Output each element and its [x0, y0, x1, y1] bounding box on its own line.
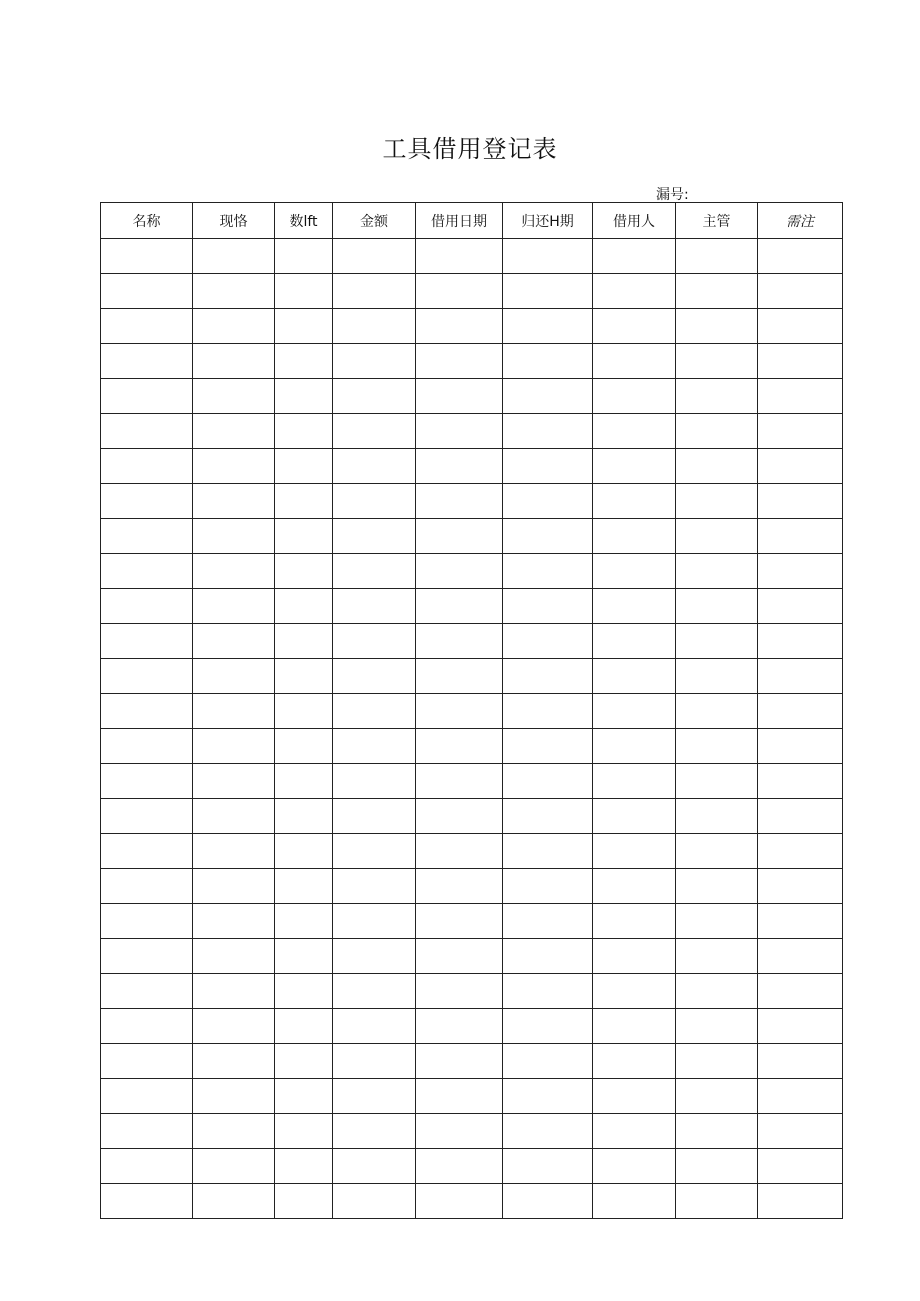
table-cell[interactable] — [676, 694, 758, 729]
table-cell[interactable] — [593, 1114, 676, 1149]
table-cell[interactable] — [503, 1184, 593, 1219]
table-row — [101, 799, 843, 834]
table-cell[interactable] — [101, 589, 193, 624]
table-cell[interactable] — [503, 484, 593, 519]
table-cell[interactable] — [758, 274, 843, 309]
table-cell[interactable] — [593, 274, 676, 309]
table-cell[interactable] — [416, 694, 503, 729]
table-cell[interactable] — [503, 344, 593, 379]
table-cell[interactable] — [676, 414, 758, 449]
table-cell[interactable] — [416, 1184, 503, 1219]
table-cell[interactable] — [503, 694, 593, 729]
table-cell[interactable] — [416, 869, 503, 904]
table-cell[interactable] — [593, 624, 676, 659]
table-cell[interactable] — [193, 344, 275, 379]
table-cell[interactable] — [593, 729, 676, 764]
table-cell[interactable] — [275, 344, 333, 379]
table-cell[interactable] — [503, 1149, 593, 1184]
table-cell[interactable] — [503, 519, 593, 554]
table-cell[interactable] — [416, 589, 503, 624]
table-cell[interactable] — [593, 484, 676, 519]
table-cell[interactable] — [193, 764, 275, 799]
table-cell[interactable] — [676, 309, 758, 344]
table-cell[interactable] — [593, 414, 676, 449]
table-header-row — [101, 203, 843, 239]
table-cell[interactable] — [193, 659, 275, 694]
table-cell[interactable] — [275, 1184, 333, 1219]
table-cell[interactable] — [416, 1149, 503, 1184]
table-cell[interactable] — [676, 449, 758, 484]
table-row — [101, 239, 843, 274]
table-cell[interactable] — [416, 309, 503, 344]
table-cell[interactable] — [593, 764, 676, 799]
table-cell[interactable] — [593, 659, 676, 694]
column-header-remarks: 需注 — [758, 203, 843, 239]
table-cell[interactable] — [333, 449, 416, 484]
column-header-borrower: 借用人 — [593, 203, 676, 239]
table-cell[interactable] — [101, 1114, 193, 1149]
table-cell[interactable] — [758, 449, 843, 484]
table-row — [101, 1149, 843, 1184]
table-cell[interactable] — [503, 379, 593, 414]
page-title: 工具借用登记表 — [382, 135, 558, 163]
table-cell[interactable] — [193, 869, 275, 904]
table-cell[interactable] — [758, 1079, 843, 1114]
table-cell[interactable] — [503, 799, 593, 834]
table-cell[interactable] — [503, 1114, 593, 1149]
table-cell[interactable] — [101, 1184, 193, 1219]
table-row — [101, 309, 843, 344]
table-cell[interactable] — [416, 1079, 503, 1114]
table-cell[interactable] — [503, 1009, 593, 1044]
table-cell[interactable] — [333, 344, 416, 379]
table-cell[interactable] — [193, 379, 275, 414]
table-cell[interactable] — [101, 519, 193, 554]
table-cell[interactable] — [503, 589, 593, 624]
column-header-borrow-date: 借用日期 — [416, 203, 503, 239]
table-cell[interactable] — [758, 694, 843, 729]
table-cell[interactable] — [193, 1184, 275, 1219]
table-cell[interactable] — [503, 239, 593, 274]
table-cell[interactable] — [593, 1044, 676, 1079]
table-cell[interactable] — [593, 974, 676, 1009]
table-cell[interactable] — [193, 799, 275, 834]
table-cell[interactable] — [275, 729, 333, 764]
table-row — [101, 869, 843, 904]
table-cell[interactable] — [416, 1114, 503, 1149]
table-cell[interactable] — [101, 869, 193, 904]
table-cell[interactable] — [593, 379, 676, 414]
table-row — [101, 834, 843, 869]
table-cell[interactable] — [101, 1009, 193, 1044]
table-cell[interactable] — [275, 1079, 333, 1114]
table-cell[interactable] — [416, 519, 503, 554]
table-cell[interactable] — [416, 974, 503, 1009]
table-cell[interactable] — [275, 309, 333, 344]
table-cell[interactable] — [333, 869, 416, 904]
table-cell[interactable] — [758, 484, 843, 519]
table-cell[interactable] — [676, 939, 758, 974]
table-cell[interactable] — [593, 834, 676, 869]
table-cell[interactable] — [101, 659, 193, 694]
table-cell[interactable] — [676, 1184, 758, 1219]
table-cell[interactable] — [758, 799, 843, 834]
table-cell[interactable] — [275, 694, 333, 729]
table-cell[interactable] — [676, 834, 758, 869]
table-cell[interactable] — [333, 764, 416, 799]
table-cell[interactable] — [193, 519, 275, 554]
table-body — [101, 239, 843, 1219]
table-cell[interactable] — [676, 659, 758, 694]
table-row — [101, 694, 843, 729]
table-row — [101, 939, 843, 974]
table-cell[interactable] — [416, 624, 503, 659]
table-cell[interactable] — [333, 1149, 416, 1184]
table-cell[interactable] — [333, 904, 416, 939]
table-cell[interactable] — [275, 1149, 333, 1184]
table-cell[interactable] — [275, 519, 333, 554]
table-cell[interactable] — [503, 869, 593, 904]
table-cell[interactable] — [101, 834, 193, 869]
table-row — [101, 589, 843, 624]
table-cell[interactable] — [275, 869, 333, 904]
table-cell[interactable] — [593, 869, 676, 904]
table-cell[interactable] — [503, 939, 593, 974]
table-cell[interactable] — [676, 869, 758, 904]
table-cell[interactable] — [101, 239, 193, 274]
table-row — [101, 659, 843, 694]
table-cell[interactable] — [193, 484, 275, 519]
table-cell[interactable] — [758, 869, 843, 904]
table-cell[interactable] — [676, 484, 758, 519]
table-cell[interactable] — [193, 239, 275, 274]
table-cell[interactable] — [101, 624, 193, 659]
table-cell[interactable] — [275, 554, 333, 589]
table-cell[interactable] — [275, 274, 333, 309]
table-cell[interactable] — [193, 449, 275, 484]
table-cell[interactable] — [101, 484, 193, 519]
table-cell[interactable] — [758, 554, 843, 589]
table-cell[interactable] — [503, 274, 593, 309]
table-row — [101, 1114, 843, 1149]
table-cell[interactable] — [193, 1044, 275, 1079]
column-header-specification: 现恪 — [193, 203, 275, 239]
table-cell[interactable] — [503, 554, 593, 589]
table-cell[interactable] — [416, 659, 503, 694]
column-header-amount: 金额 — [333, 203, 416, 239]
table-cell[interactable] — [676, 799, 758, 834]
table-cell[interactable] — [101, 1149, 193, 1184]
table-cell[interactable] — [503, 449, 593, 484]
table-cell[interactable] — [275, 904, 333, 939]
table-cell[interactable] — [333, 1044, 416, 1079]
table-cell[interactable] — [101, 974, 193, 1009]
table-cell[interactable] — [333, 834, 416, 869]
table-cell[interactable] — [758, 659, 843, 694]
table-cell[interactable] — [676, 624, 758, 659]
table-cell[interactable] — [193, 1149, 275, 1184]
table-cell[interactable] — [416, 484, 503, 519]
table-cell[interactable] — [193, 834, 275, 869]
table-cell[interactable] — [758, 939, 843, 974]
table-cell[interactable] — [416, 1044, 503, 1079]
table-cell[interactable] — [758, 764, 843, 799]
table-cell[interactable] — [333, 694, 416, 729]
table-cell[interactable] — [333, 939, 416, 974]
table-cell[interactable] — [758, 729, 843, 764]
table-cell[interactable] — [416, 939, 503, 974]
table-row — [101, 1184, 843, 1219]
table-cell[interactable] — [333, 239, 416, 274]
table-cell[interactable] — [333, 1114, 416, 1149]
table-cell[interactable] — [503, 414, 593, 449]
table-row — [101, 1079, 843, 1114]
table-row — [101, 624, 843, 659]
table-cell[interactable] — [758, 1009, 843, 1044]
table-cell[interactable] — [416, 764, 503, 799]
table-row — [101, 904, 843, 939]
table-cell[interactable] — [416, 729, 503, 764]
table-cell[interactable] — [193, 939, 275, 974]
table-row — [101, 414, 843, 449]
table-cell[interactable] — [333, 519, 416, 554]
table-cell[interactable] — [593, 239, 676, 274]
table-cell[interactable] — [416, 554, 503, 589]
table-cell[interactable] — [758, 624, 843, 659]
table-cell[interactable] — [593, 1149, 676, 1184]
table-cell[interactable] — [758, 974, 843, 1009]
table-cell[interactable] — [758, 414, 843, 449]
table-cell[interactable] — [193, 1079, 275, 1114]
table-cell[interactable] — [333, 589, 416, 624]
table-cell[interactable] — [676, 729, 758, 764]
table-cell[interactable] — [758, 904, 843, 939]
table-cell[interactable] — [333, 414, 416, 449]
table-cell[interactable] — [593, 309, 676, 344]
table-cell[interactable] — [593, 799, 676, 834]
table-cell[interactable] — [593, 449, 676, 484]
table-row — [101, 554, 843, 589]
table-cell[interactable] — [275, 974, 333, 1009]
table-cell[interactable] — [275, 799, 333, 834]
table-cell[interactable] — [593, 589, 676, 624]
table-cell[interactable] — [416, 239, 503, 274]
table-cell[interactable] — [758, 1184, 843, 1219]
table-cell[interactable] — [333, 729, 416, 764]
table-cell[interactable] — [758, 344, 843, 379]
table-cell[interactable] — [503, 974, 593, 1009]
table-cell[interactable] — [333, 624, 416, 659]
table-cell[interactable] — [101, 309, 193, 344]
table-cell[interactable] — [333, 659, 416, 694]
table-cell[interactable] — [503, 764, 593, 799]
table-cell[interactable] — [193, 554, 275, 589]
table-cell[interactable] — [758, 834, 843, 869]
table-cell[interactable] — [416, 904, 503, 939]
table-cell[interactable] — [275, 1009, 333, 1044]
table-cell[interactable] — [593, 1184, 676, 1219]
table-row — [101, 1009, 843, 1044]
table-cell[interactable] — [101, 554, 193, 589]
table-cell[interactable] — [193, 589, 275, 624]
table-cell[interactable] — [101, 904, 193, 939]
table-cell[interactable] — [593, 519, 676, 554]
table-cell[interactable] — [593, 694, 676, 729]
table-cell[interactable] — [101, 1079, 193, 1114]
table-cell[interactable] — [275, 764, 333, 799]
table-cell[interactable] — [333, 1079, 416, 1114]
table-cell[interactable] — [333, 274, 416, 309]
table-cell[interactable] — [193, 1009, 275, 1044]
table-cell[interactable] — [193, 1114, 275, 1149]
table-cell[interactable] — [676, 904, 758, 939]
serial-number-label: 漏号: — [656, 187, 689, 203]
table-cell[interactable] — [676, 519, 758, 554]
table-cell[interactable] — [758, 1149, 843, 1184]
table-cell[interactable] — [416, 834, 503, 869]
table-cell[interactable] — [503, 624, 593, 659]
table-row — [101, 484, 843, 519]
column-header-return-date: 归还H期 — [503, 203, 593, 239]
table-cell[interactable] — [333, 1184, 416, 1219]
table-cell[interactable] — [193, 624, 275, 659]
column-header-supervisor: 主管 — [676, 203, 758, 239]
table-cell[interactable] — [275, 834, 333, 869]
table-cell[interactable] — [101, 344, 193, 379]
table-cell[interactable] — [101, 1044, 193, 1079]
table-cell[interactable] — [193, 694, 275, 729]
table-cell[interactable] — [503, 904, 593, 939]
table-cell[interactable] — [503, 1079, 593, 1114]
table-cell[interactable] — [593, 939, 676, 974]
table-cell[interactable] — [676, 1114, 758, 1149]
table-cell[interactable] — [676, 1079, 758, 1114]
table-cell[interactable] — [593, 554, 676, 589]
table-cell[interactable] — [676, 1044, 758, 1079]
table-cell[interactable] — [593, 1009, 676, 1044]
table-cell[interactable] — [676, 274, 758, 309]
table-cell[interactable] — [416, 1009, 503, 1044]
table-cell[interactable] — [101, 729, 193, 764]
table-row — [101, 729, 843, 764]
table-cell[interactable] — [676, 554, 758, 589]
table-cell[interactable] — [101, 939, 193, 974]
table-cell[interactable] — [275, 939, 333, 974]
table-cell[interactable] — [193, 309, 275, 344]
table-cell[interactable] — [503, 1044, 593, 1079]
table-cell[interactable] — [416, 799, 503, 834]
table-cell[interactable] — [275, 1114, 333, 1149]
table-cell[interactable] — [193, 974, 275, 1009]
table-cell[interactable] — [503, 729, 593, 764]
table-cell[interactable] — [676, 239, 758, 274]
table-cell[interactable] — [758, 589, 843, 624]
table-cell[interactable] — [676, 1009, 758, 1044]
table-cell[interactable] — [503, 659, 593, 694]
table-cell[interactable] — [193, 904, 275, 939]
table-cell[interactable] — [758, 239, 843, 274]
table-cell[interactable] — [101, 449, 193, 484]
table-row — [101, 274, 843, 309]
table-cell[interactable] — [503, 309, 593, 344]
table-cell[interactable] — [676, 1149, 758, 1184]
table-cell[interactable] — [275, 239, 333, 274]
table-cell[interactable] — [416, 414, 503, 449]
table-cell[interactable] — [275, 624, 333, 659]
table-cell[interactable] — [593, 344, 676, 379]
table-cell[interactable] — [101, 414, 193, 449]
table-cell[interactable] — [275, 414, 333, 449]
table-cell[interactable] — [193, 729, 275, 764]
table-cell[interactable] — [676, 379, 758, 414]
column-header-quantity: 数lft — [275, 203, 333, 239]
table-cell[interactable] — [676, 589, 758, 624]
table-cell[interactable] — [101, 799, 193, 834]
table-row — [101, 974, 843, 1009]
table-cell[interactable] — [416, 344, 503, 379]
table-cell[interactable] — [333, 379, 416, 414]
table-cell[interactable] — [416, 274, 503, 309]
table-cell[interactable] — [193, 274, 275, 309]
table-cell[interactable] — [758, 519, 843, 554]
table-cell[interactable] — [193, 414, 275, 449]
table-cell[interactable] — [758, 1114, 843, 1149]
table-row — [101, 379, 843, 414]
table-cell[interactable] — [101, 274, 193, 309]
table-cell[interactable] — [593, 904, 676, 939]
table-cell[interactable] — [101, 694, 193, 729]
table-cell[interactable] — [676, 344, 758, 379]
table-cell[interactable] — [503, 834, 593, 869]
table-cell[interactable] — [758, 1044, 843, 1079]
table-row — [101, 519, 843, 554]
table-cell[interactable] — [333, 1009, 416, 1044]
table-cell[interactable] — [333, 799, 416, 834]
table-row — [101, 1044, 843, 1079]
table-cell[interactable] — [275, 1044, 333, 1079]
table-cell[interactable] — [593, 1079, 676, 1114]
table-row — [101, 344, 843, 379]
table-cell[interactable] — [333, 484, 416, 519]
column-header-name: 名称 — [101, 203, 193, 239]
table-cell[interactable] — [275, 659, 333, 694]
table-cell[interactable] — [416, 449, 503, 484]
table-row — [101, 764, 843, 799]
table-cell[interactable] — [101, 379, 193, 414]
table-cell[interactable] — [275, 379, 333, 414]
table-cell[interactable] — [333, 309, 416, 344]
table-cell[interactable] — [333, 554, 416, 589]
table-cell[interactable] — [676, 764, 758, 799]
table-cell[interactable] — [758, 379, 843, 414]
table-cell[interactable] — [416, 379, 503, 414]
table-cell[interactable] — [101, 764, 193, 799]
table-cell[interactable] — [275, 484, 333, 519]
table-cell[interactable] — [676, 974, 758, 1009]
table-cell[interactable] — [275, 449, 333, 484]
tool-borrowing-register-table — [100, 202, 843, 1219]
table-cell[interactable] — [758, 309, 843, 344]
table-row — [101, 449, 843, 484]
table-cell[interactable] — [333, 974, 416, 1009]
table-cell[interactable] — [275, 589, 333, 624]
